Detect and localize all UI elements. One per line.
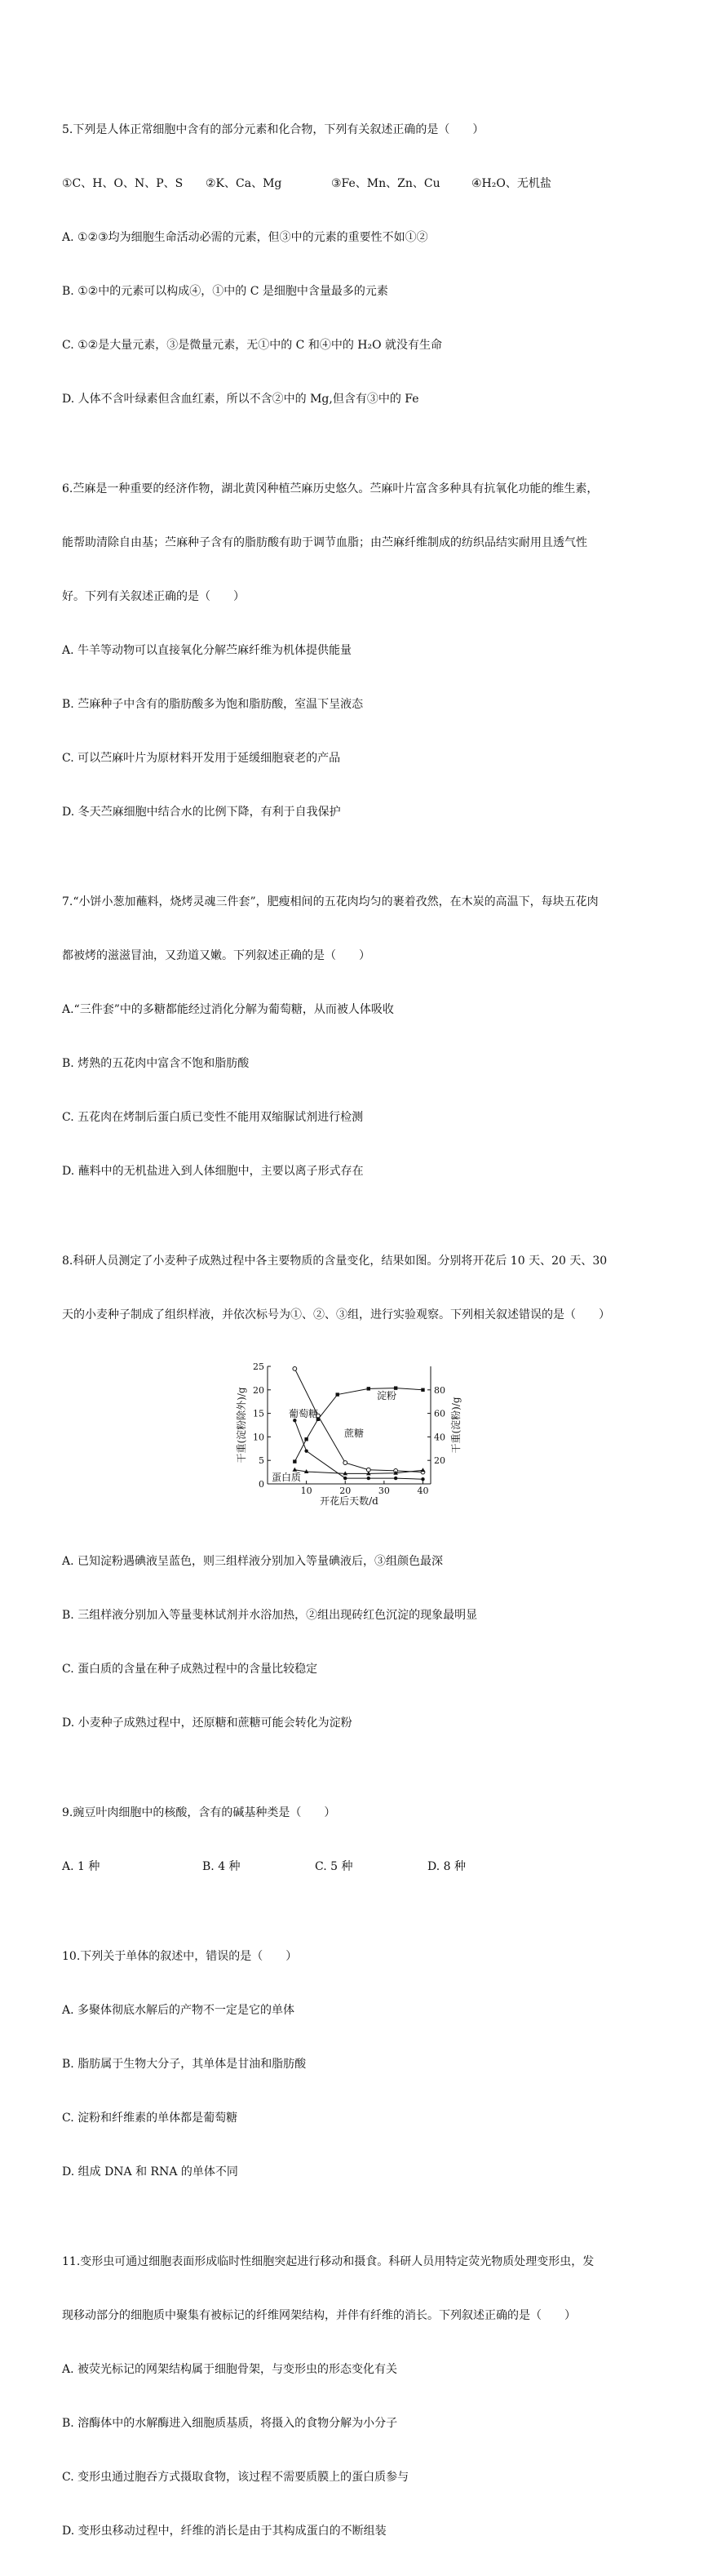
question-7-stem-line-1: 7.“小饼小葱加蘸料，烧烤灵魂三件套”，肥瘦相间的五花肉均匀的裹着孜然，在木炭的高温下，每块五花肉 (62, 895, 599, 908)
data-point-open-circle (293, 1366, 297, 1370)
y-left-tick-label: 0 (259, 1479, 264, 1490)
question-7-option-b: B. 烤熟的五花肉中富含不饱和脂肪酸 (62, 1057, 250, 1070)
y-left-tick-label: 10 (253, 1432, 264, 1443)
question-8-stem-line-2: 天的小麦种子制成了组织样液，并依次标号为①、②、③组，进行实验观察。下列相关叙述错误的是（ ） (62, 1308, 610, 1321)
y-right-tick-label: 20 (434, 1455, 445, 1467)
question-7-option-c: C. 五花肉在烤制后蛋白质已变性不能用双缩脲试剂进行检测 (62, 1111, 364, 1124)
question-8-option-a: A. 已知淀粉遇碘液呈蓝色，则三组样液分别加入等量碘液后，③组颜色最深 (62, 1555, 444, 1568)
y-right-tick-label: 60 (434, 1408, 445, 1419)
question-11 (62, 2217, 657, 2576)
question-8-option-d: D. 小麦种子成熟过程中，还原糖和蔗糖可能会转化为淀粉 (62, 1717, 352, 1730)
data-point-triangle (421, 1468, 426, 1472)
question-9-options (62, 1858, 657, 1876)
y-right-tick-label: 80 (434, 1384, 445, 1396)
question-5-option-b: B. ①②中的元素可以构成④，①中的 C 是细胞中含量最多的元素 (62, 285, 388, 298)
question-10-stem: 10.下列关于单体的叙述中，错误的是（ ） (62, 1950, 298, 1963)
data-point-open-circle (343, 1461, 347, 1465)
y-left-tick-label: 20 (253, 1384, 264, 1396)
question-5-option-d: D. 人体不含叶绿素但含血红素，所以不含②中的 Mg,但含有③中的 Fe (62, 393, 419, 406)
data-point-filled-circle (304, 1449, 308, 1452)
question-5-option-c: C. ①②是大量元素，③是微量元素，无①中的 C 和④中的 H₂O 就没有生命 (62, 339, 443, 352)
question-6-stem-line-2: 能帮助清除自由基；苎麻种子含有的脂肪酸有助于调节血脂；由苎麻纤维制成的纺织品结实耐用且透气性 (62, 536, 587, 549)
question-7 (62, 857, 657, 1216)
data-point-square (367, 1387, 370, 1390)
question-10-option-a: A. 多聚体彻底水解后的产物不一定是它的单体 (62, 2004, 295, 2017)
question-5-item-4: ④H₂O、无机盐 (471, 177, 551, 190)
question-7-option-d: D. 蘸料中的无机盐进入到人体细胞中，主要以离子形式存在 (62, 1165, 364, 1178)
question-8-stem-line-1: 8.科研人员测定了小麦种子成熟过程中各主要物质的含量变化，结果如图。分别将开花后 10 天、20 天、30 (62, 1255, 608, 1268)
question-11-option-d: D. 变形虫移动过程中，纤维的消长是由于其构成蛋白的不断组装 (62, 2525, 387, 2538)
data-point-square (293, 1459, 296, 1463)
x-tick-label: 30 (378, 1486, 390, 1496)
question-5-item-3: ③Fe、Mn、Zn、Cu (331, 177, 440, 190)
question-7-option-a: A.“三件套”中的多糖都能经过消化分解为葡萄糖，从而被人体吸收 (62, 1003, 394, 1016)
question-7-stem-line-2: 都被烤的滋滋冒油，又劲道又嫩。下列叙述正确的是（ ） (62, 949, 370, 962)
question-11-stem-line-1: 11.变形虫可通过细胞表面形成临时性细胞突起进行移动和摄食。科研人员用特定荧光物质处理变形虫，发 (62, 2255, 595, 2268)
x-tick-label: 40 (417, 1486, 429, 1496)
question-11-option-a: A. 被荧光标记的网架结构属于细胞骨架，与变形虫的形态变化有关 (62, 2363, 398, 2376)
y-left-tick-label: 5 (259, 1455, 264, 1467)
question-9-stem: 9.豌豆叶肉细胞中的核酸，含有的碱基种类是（ ） (62, 1806, 336, 1819)
question-5-option-a: A. ①②③均为细胞生命活动必需的元素，但③中的元素的重要性不如①② (62, 231, 428, 244)
data-point-filled-circle (367, 1477, 370, 1480)
question-10-option-c: C. 淀粉和纤维素的单体都是葡萄糖 (62, 2112, 238, 2125)
question-5-stem: 5.下列是人体正常细胞中含有的部分元素和化合物，下列有关叙述正确的是（ ） (62, 123, 485, 136)
y-left-axis-title: 干重(淀粉除外)/g (236, 1387, 247, 1463)
question-8-option-b: B. 三组样液分别加入等量斐林试剂并水浴加热，②组出现砖红色沉淀的现象最明显 (62, 1609, 478, 1622)
series-label-1: 淀粉 (377, 1390, 397, 1401)
question-5-item-2: ②K、Ca、Mg (206, 177, 282, 190)
series-line-4 (294, 1470, 423, 1474)
exam-page (62, 85, 657, 2576)
question-11-stem-line-2: 现移动部分的细胞质中聚集有被标记的纤维网架结构，并伴有纤维的消长。下列叙述正确的是（ ） (62, 2309, 576, 2322)
question-6 (62, 444, 657, 857)
question-6-option-a: A. 牛羊等动物可以直接氧化分解苎麻纤维为机体提供能量 (62, 644, 352, 657)
question-5 (62, 85, 657, 444)
y-right-axis-title: 干重(淀粉)/g (450, 1397, 462, 1454)
question-8-option-c: C. 蛋白质的含量在种子成熟过程中的含量比较稳定 (62, 1663, 318, 1676)
question-6-stem-line-3: 好。下列有关叙述正确的是（ ） (62, 590, 245, 603)
series-line-1 (294, 1388, 423, 1462)
dry-weight-chart (235, 1361, 512, 1513)
figure-wrapper (62, 1361, 657, 1513)
x-tick-label: 10 (300, 1486, 312, 1496)
question-9-option-c: C. 5 种 (315, 1860, 353, 1873)
question-6-option-b: B. 苎麻种子中含有的脂肪酸多为饱和脂肪酸，室温下呈液态 (62, 698, 364, 711)
question-9-option-b: B. 4 种 (202, 1860, 241, 1873)
question-10-option-d: D. 组成 DNA 和 RNA 的单体不同 (62, 2165, 238, 2178)
y-left-tick-label: 15 (253, 1408, 264, 1419)
question-11-option-b: B. 溶酶体中的水解酶进入细胞质基质，将摄入的食物分解为小分子 (62, 2417, 398, 2430)
series-label-4: 蛋白质 (272, 1472, 302, 1483)
data-point-triangle (293, 1468, 298, 1472)
question-11-option-c: C. 变形虫通过胞吞方式摄取食物，该过程不需要质膜上的蛋白质参与 (62, 2471, 409, 2484)
data-point-filled-circle (421, 1477, 424, 1481)
series-label-2: 蔗糖 (344, 1428, 365, 1439)
question-9-option-d: D. 8 种 (427, 1860, 466, 1873)
question-8-options (62, 1517, 657, 1768)
question-6-stem-line-1: 6.苎麻是一种重要的经济作物，湖北黄冈种植苎麻历史悠久。苎麻叶片富含多种具有抗氧化功能的维生素， (62, 482, 599, 495)
x-tick-label: 20 (339, 1486, 352, 1496)
data-point-square (336, 1392, 339, 1396)
question-10 (62, 1912, 657, 2217)
data-point-filled-circle (394, 1477, 397, 1480)
question-9 (62, 1768, 657, 1912)
data-point-square (421, 1388, 424, 1392)
series-label-3: 葡萄糖 (289, 1408, 319, 1419)
question-6-option-d: D. 冬天苎麻细胞中结合水的比例下降，有利于自我保护 (62, 806, 341, 819)
data-point-square (304, 1437, 308, 1441)
y-right-tick-label: 40 (434, 1432, 445, 1443)
question-5-item-1: ①C、H、O、N、P、S (62, 177, 184, 190)
question-5-items (62, 175, 657, 193)
x-axis-title: 开花后天数/d (320, 1495, 378, 1507)
question-6-option-c: C. 可以苎麻叶片为原材料开发用于延缓细胞衰老的产品 (62, 752, 341, 765)
y-left-tick-label: 25 (253, 1361, 264, 1372)
question-8 (62, 1216, 657, 1360)
question-9-option-a: A. 1 种 (62, 1860, 100, 1873)
data-point-filled-circle (343, 1477, 347, 1480)
question-10-option-b: B. 脂肪属于生物大分子，其单体是甘油和脂肪酸 (62, 2058, 307, 2071)
